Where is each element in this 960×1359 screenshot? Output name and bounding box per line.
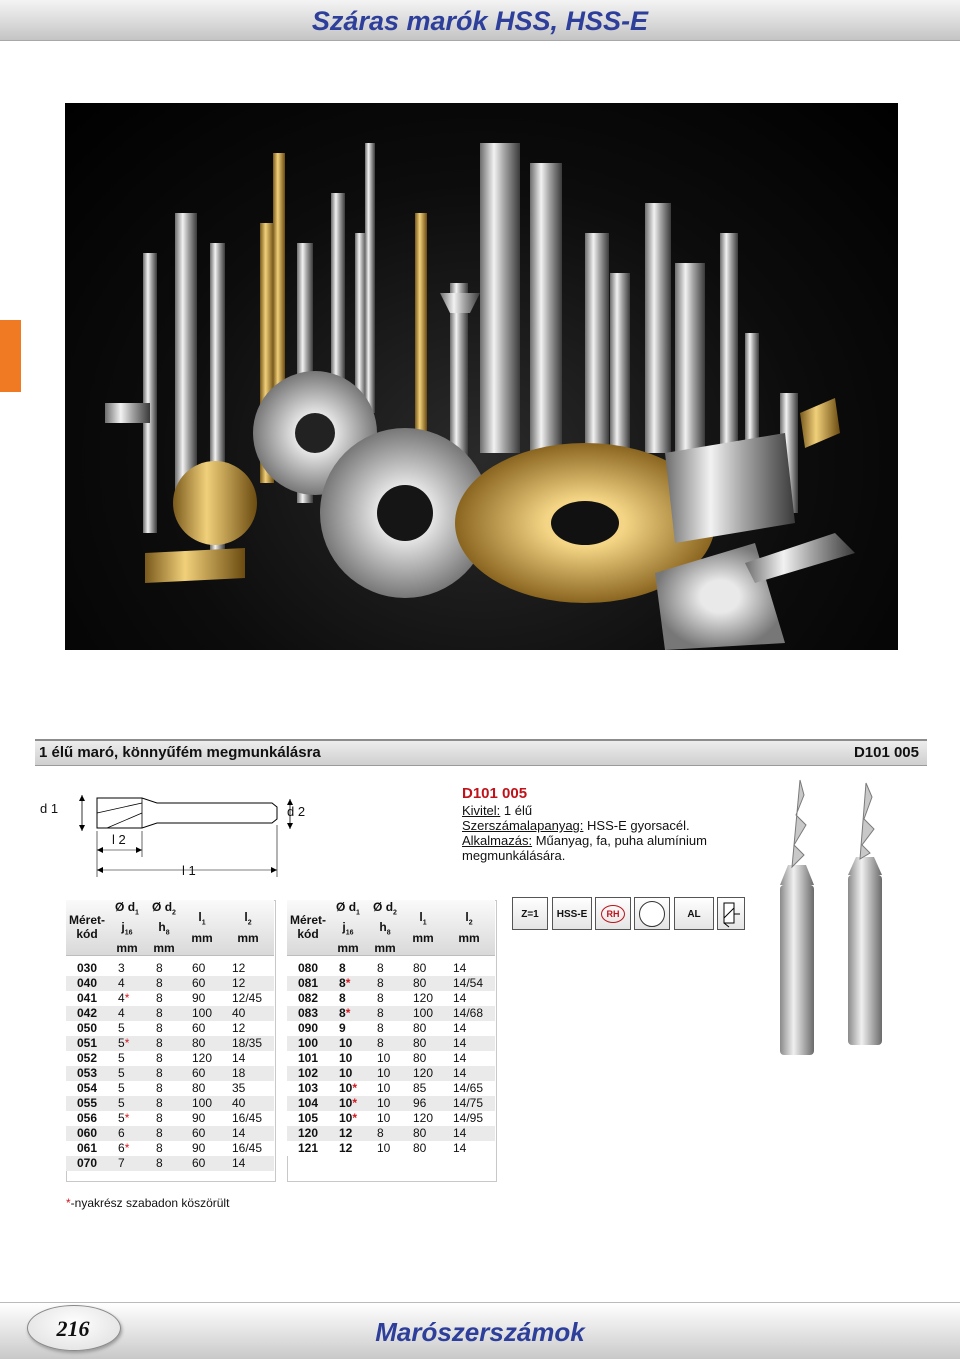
cell-l2: 14/65: [443, 1081, 495, 1096]
cell-code: 120: [287, 1126, 329, 1141]
cell-d1: 10: [329, 1051, 367, 1066]
cell-d2: 10: [367, 1066, 403, 1081]
cell-l2: 18/35: [222, 1036, 274, 1051]
cell-l1: 80: [403, 1141, 443, 1156]
cell-l1: 60: [182, 1156, 222, 1171]
flutes-badge: Z=1: [512, 897, 548, 930]
cell-l2: 12: [222, 976, 274, 991]
cell-code: 042: [66, 1006, 108, 1021]
cell-l1: 90: [182, 1111, 222, 1126]
cell-d1: 5*: [108, 1111, 146, 1126]
cell-d2: 10: [367, 1096, 403, 1111]
cell-l2: 12/45: [222, 991, 274, 1006]
technical-drawing: [40, 795, 412, 880]
table-row: [66, 991, 274, 1006]
label-d2: d 2: [287, 804, 306, 819]
cell-code: 121: [287, 1141, 329, 1156]
footnote: *-nyakrész szabadon köszörült: [66, 1196, 230, 1210]
cell-l2: 14: [443, 1036, 495, 1051]
table-row: [66, 1006, 274, 1021]
product-photo: [65, 103, 898, 650]
table-row: [66, 1096, 274, 1111]
application-al-badge: AL: [674, 897, 714, 930]
cell-d1: 6*: [108, 1141, 146, 1156]
neck-ground-marker: *: [124, 1110, 130, 1125]
cell-l2: 12: [222, 961, 274, 976]
cell-d1: 8*: [329, 976, 367, 991]
cell-l2: 14/68: [443, 1006, 495, 1021]
table-row: [287, 1111, 495, 1126]
cell-d1: 8: [329, 961, 367, 976]
blank-circle-icon: [634, 897, 670, 930]
cell-l2: 12: [222, 1021, 274, 1036]
page-number: 216: [56, 1316, 90, 1341]
cell-l1: 120: [403, 1111, 443, 1126]
cell-d2: 10: [367, 1081, 403, 1096]
cell-l2: 14/75: [443, 1096, 495, 1111]
cell-code: 041: [66, 991, 108, 1006]
col-header-d1: Ø $d_1$ $j_{16}$ mm: [108, 900, 146, 955]
table-row: [66, 961, 274, 976]
cell-d1: 8: [329, 991, 367, 1006]
end-mill-photo: [770, 775, 910, 1065]
cell-l2: 14: [222, 1126, 274, 1141]
product-code: D101 005: [462, 785, 528, 802]
cell-d2: 8: [146, 1126, 182, 1141]
cell-l1: 120: [182, 1051, 222, 1066]
table-row: [287, 976, 495, 991]
cell-d2: 8: [146, 961, 182, 976]
cell-l1: 120: [403, 1066, 443, 1081]
footer-title: Marószerszámok: [375, 1317, 585, 1347]
table-row: [287, 1081, 495, 1096]
table-row: [287, 991, 495, 1006]
section-title: 1 élű maró, könnyűfém megmunkálásra: [39, 744, 321, 761]
table-row: [66, 1051, 274, 1066]
cell-code: 056: [66, 1111, 108, 1126]
table-row: [66, 1141, 274, 1156]
cell-l1: 120: [403, 991, 443, 1006]
cell-l2: 35: [222, 1081, 274, 1096]
table-row: [66, 1066, 274, 1081]
col-header-l2: $l_2$ mm: [222, 900, 274, 955]
cell-code: 030: [66, 961, 108, 976]
cell-code: 054: [66, 1081, 108, 1096]
cell-d2: 10: [367, 1111, 403, 1126]
col-header-d1: Ø $d_1$ $j_{16}$ mm: [329, 900, 367, 955]
cell-l1: 80: [182, 1036, 222, 1051]
section-tab-marker: [0, 320, 21, 392]
cell-d1: 7: [108, 1156, 146, 1171]
cell-code: 060: [66, 1126, 108, 1141]
product-description: [462, 785, 707, 863]
cell-d1: 12: [329, 1126, 367, 1141]
cell-d1: 5: [108, 1096, 146, 1111]
cell-l1: 90: [182, 1141, 222, 1156]
table-row: [66, 1036, 274, 1051]
cell-l1: 80: [403, 961, 443, 976]
page-header: [0, 0, 960, 41]
col-header-d2: Ø $d_2$ $h_8$ mm: [367, 900, 403, 955]
material-badge: HSS-E: [552, 897, 592, 930]
cell-d2: 8: [146, 1096, 182, 1111]
neck-ground-marker: *: [352, 1110, 358, 1125]
cell-l1: 90: [182, 991, 222, 1006]
table-row: [287, 1036, 495, 1051]
material-label: Szerszámalapanyag:: [462, 818, 584, 833]
neck-ground-marker: *: [124, 990, 130, 1005]
table-row: [287, 1141, 495, 1156]
cell-l2: 14: [222, 1051, 274, 1066]
cell-l2: 16/45: [222, 1141, 274, 1156]
cell-l2: 14: [443, 1021, 495, 1036]
col-header-code: Méret- kód: [287, 900, 329, 955]
cell-l2: 14/95: [443, 1111, 495, 1126]
cell-d1: 4: [108, 976, 146, 991]
neck-ground-marker: *: [124, 1140, 130, 1155]
cell-d1: 5: [108, 1021, 146, 1036]
page-title: Száras marók HSS, HSS-E: [311, 6, 649, 36]
material-value: HSS-E gyorsacél.: [587, 818, 690, 833]
table-row: [66, 1156, 274, 1171]
cell-l2: 16/45: [222, 1111, 274, 1126]
table-row: [66, 1081, 274, 1096]
cell-d2: 8: [146, 1111, 182, 1126]
application-value: Műanyag, fa, puha alumínium: [535, 833, 707, 848]
cell-code: 104: [287, 1096, 329, 1111]
rotation-rh-icon: [595, 897, 631, 930]
cell-d1: 10*: [329, 1081, 367, 1096]
cell-d1: 5*: [108, 1036, 146, 1051]
end-mills-illustration: [770, 775, 910, 1065]
cell-d1: 5: [108, 1081, 146, 1096]
cell-d2: 8: [367, 1021, 403, 1036]
cell-l2: 14: [443, 1066, 495, 1081]
cell-l1: 96: [403, 1096, 443, 1111]
col-header-code: Méret- kód: [66, 900, 108, 955]
tool-profile-icon: [717, 897, 745, 930]
section-header-bar: [35, 739, 927, 766]
label-l1: l 1: [182, 863, 196, 878]
cell-code: 050: [66, 1021, 108, 1036]
cell-d2: 8: [146, 1156, 182, 1171]
cell-d2: 8: [146, 991, 182, 1006]
cell-code: 102: [287, 1066, 329, 1081]
col-header-l1: $l_1$ mm: [403, 900, 443, 955]
design-value: 1 élű: [503, 803, 533, 818]
cell-l1: 60: [182, 1126, 222, 1141]
cell-l2: 14: [443, 991, 495, 1006]
col-header-d2: Ø $d_2$ $h_8$ mm: [146, 900, 182, 955]
cell-l1: 80: [403, 976, 443, 991]
cell-d1: 10: [329, 1036, 367, 1051]
label-l2: l 2: [112, 832, 126, 847]
col-header-l1: $l_1$ mm: [182, 900, 222, 955]
table-row: [66, 1111, 274, 1126]
cell-code: 082: [287, 991, 329, 1006]
cell-d1: 6: [108, 1126, 146, 1141]
material-line: [462, 818, 707, 833]
cell-l1: 60: [182, 1066, 222, 1081]
cell-d2: 8: [367, 1036, 403, 1051]
cell-l1: 100: [182, 1006, 222, 1021]
cell-l1: 80: [403, 1051, 443, 1066]
cell-l2: 40: [222, 1006, 274, 1021]
cell-d1: 10*: [329, 1111, 367, 1126]
application-line: [462, 833, 707, 848]
cell-d2: 10: [367, 1051, 403, 1066]
cell-l1: 85: [403, 1081, 443, 1096]
cell-d2: 10: [367, 1141, 403, 1156]
application-label: Alkalmazás:: [462, 833, 533, 848]
design-line: [462, 803, 707, 818]
cell-d2: 8: [146, 1081, 182, 1096]
cell-code: 040: [66, 976, 108, 991]
cell-l2: 14: [443, 1051, 495, 1066]
cell-l1: 60: [182, 961, 222, 976]
design-label: Kivitel:: [462, 803, 501, 818]
neck-ground-marker: *: [345, 1005, 351, 1020]
cell-d2: 8: [146, 976, 182, 991]
cell-l1: 100: [182, 1096, 222, 1111]
cell-l1: 100: [403, 1006, 443, 1021]
table-row: [287, 1066, 495, 1081]
cell-code: 101: [287, 1051, 329, 1066]
cell-code: 103: [287, 1081, 329, 1096]
cell-d2: 8: [146, 1006, 182, 1021]
cell-code: 105: [287, 1111, 329, 1126]
table-row: [287, 1021, 495, 1036]
cell-l2: 14: [443, 961, 495, 976]
cell-d1: 10: [329, 1066, 367, 1081]
cell-d2: 8: [146, 1141, 182, 1156]
cell-code: 090: [287, 1021, 329, 1036]
cell-code: 080: [287, 961, 329, 976]
cell-d2: 8: [146, 1066, 182, 1081]
neck-ground-marker: *: [352, 1095, 358, 1110]
neck-ground-marker: *: [124, 1035, 130, 1050]
cell-code: 051: [66, 1036, 108, 1051]
profile-icon: [720, 900, 742, 928]
cell-l2: 18: [222, 1066, 274, 1081]
application-line-2: megmunkálására.: [462, 848, 566, 863]
cell-code: 055: [66, 1096, 108, 1111]
cell-code: 061: [66, 1141, 108, 1156]
cell-d1: 10*: [329, 1096, 367, 1111]
cell-l2: 14: [443, 1141, 495, 1156]
cell-d1: 5: [108, 1051, 146, 1066]
table-row: [287, 1051, 495, 1066]
col-header-l2: $l_2$ mm: [443, 900, 495, 955]
section-code: D101 005: [853, 744, 919, 761]
cell-d2: 8: [146, 1051, 182, 1066]
table-row: [66, 1021, 274, 1036]
cell-d1: 3: [108, 961, 146, 976]
cell-l1: 80: [182, 1081, 222, 1096]
neck-ground-marker: *: [352, 1080, 358, 1095]
label-d1: d 1: [40, 801, 59, 816]
cell-d1: 4: [108, 1006, 146, 1021]
table-row: [287, 1126, 495, 1141]
table-row: [287, 1006, 495, 1021]
table-row: [287, 961, 495, 976]
cell-d2: 8: [367, 1006, 403, 1021]
cell-l1: 60: [182, 976, 222, 991]
cell-code: 052: [66, 1051, 108, 1066]
rotation-label: RH: [601, 905, 625, 923]
size-table-right: [287, 900, 495, 1156]
cell-code: 083: [287, 1006, 329, 1021]
cell-d2: 8: [367, 1126, 403, 1141]
cell-d2: 8: [367, 961, 403, 976]
cell-l2: 14: [443, 1126, 495, 1141]
cell-code: 070: [66, 1156, 108, 1171]
cell-d1: 8*: [329, 1006, 367, 1021]
cell-d2: 8: [146, 1021, 182, 1036]
cell-d2: 8: [367, 976, 403, 991]
table-row: [287, 1096, 495, 1111]
table-row: [66, 1126, 274, 1141]
cell-d1: 9: [329, 1021, 367, 1036]
size-table-left: [66, 900, 274, 1171]
cell-l2: 14: [222, 1156, 274, 1171]
cell-l1: 60: [182, 1021, 222, 1036]
tools-illustration: [65, 103, 898, 650]
cell-code: 081: [287, 976, 329, 991]
cell-l2: 14/54: [443, 976, 495, 991]
cell-l1: 80: [403, 1036, 443, 1051]
cell-l1: 80: [403, 1126, 443, 1141]
cell-d2: 8: [146, 1036, 182, 1051]
cell-code: 053: [66, 1066, 108, 1081]
cell-d1: 12: [329, 1141, 367, 1156]
neck-ground-marker: *: [345, 975, 351, 990]
cell-d1: 4*: [108, 991, 146, 1006]
cell-code: 100: [287, 1036, 329, 1051]
cell-l1: 80: [403, 1021, 443, 1036]
cell-d1: 5: [108, 1066, 146, 1081]
table-row: [66, 976, 274, 991]
cell-d2: 8: [367, 991, 403, 1006]
cell-l2: 40: [222, 1096, 274, 1111]
